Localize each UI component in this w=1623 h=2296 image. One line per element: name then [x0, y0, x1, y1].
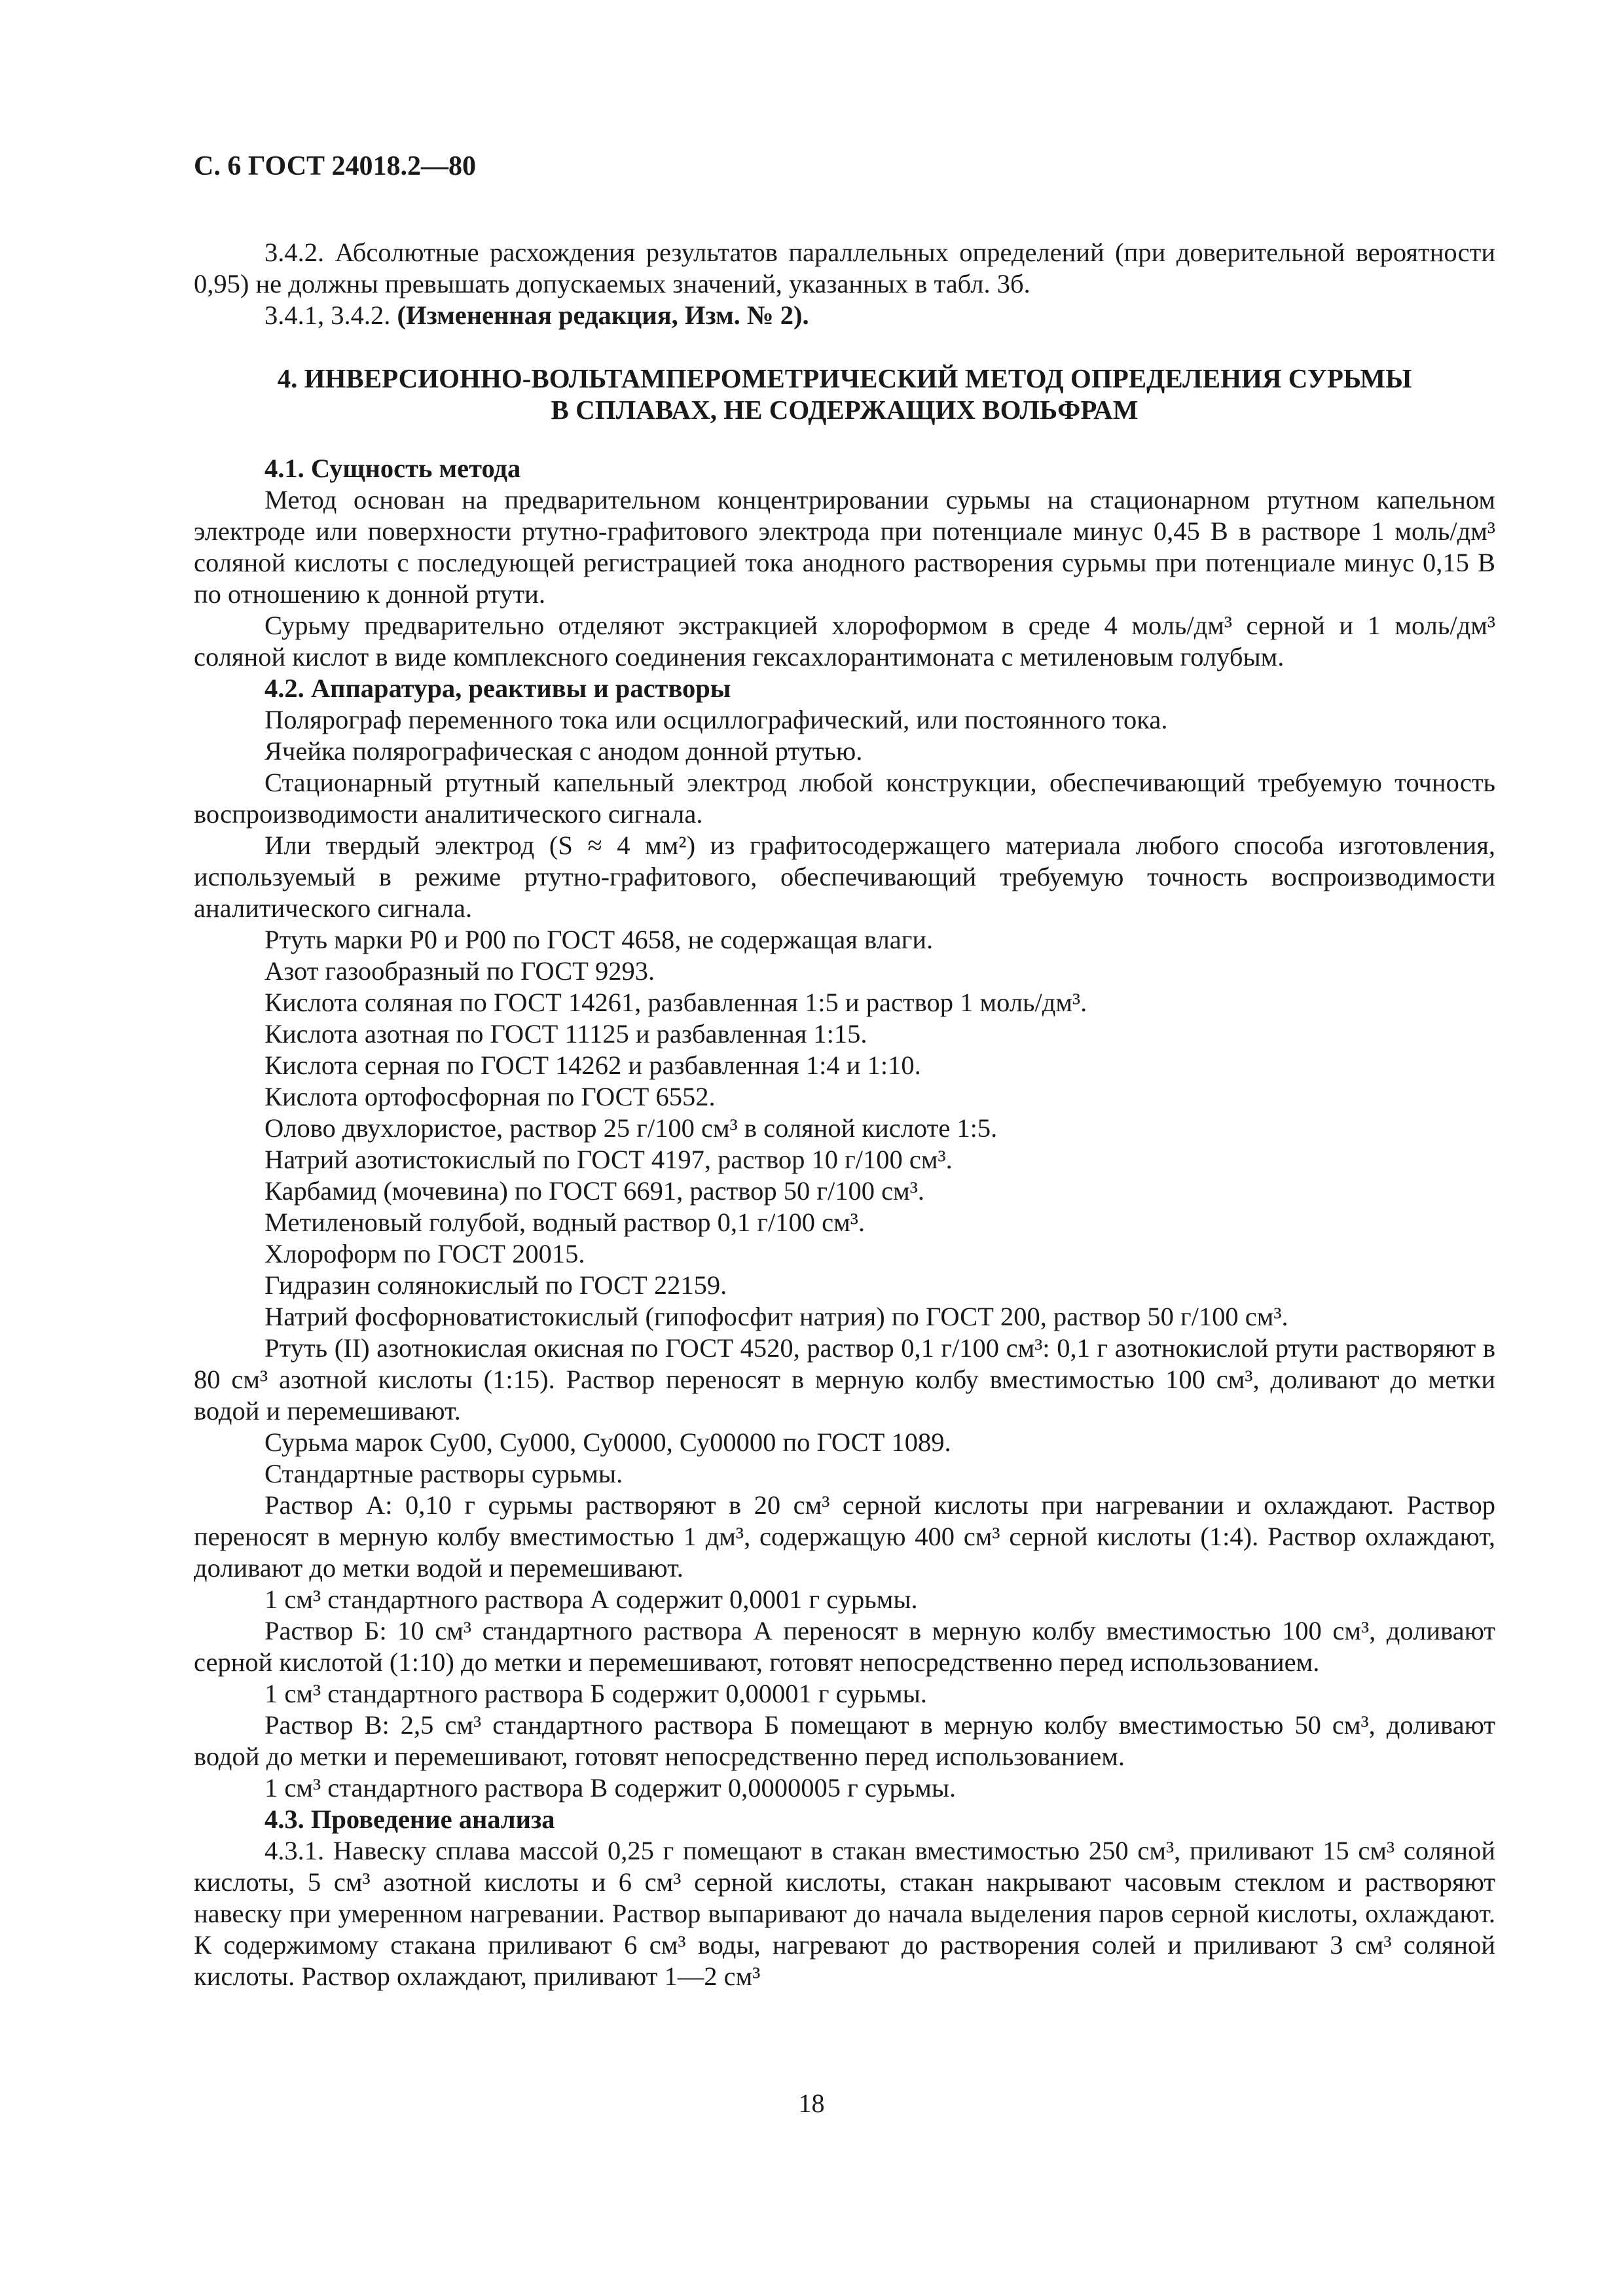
list-item: Ртуть марки Р0 и Р00 по ГОСТ 4658, не содержащая влаги. [264, 925, 934, 954]
list-item: 1 см³ стандартного раствора В содержит 0,0000005 г сурьмы. [264, 1773, 957, 1803]
list-item: 1 см³ стандартного раствора Б содержит 0,00001 г сурьмы. [264, 1679, 927, 1708]
list-item: Ячейка полярографическая с анодом донной ртутью. [264, 736, 863, 766]
section-4-title-line-2: В СПЛАВАХ, НЕ СОДЕРЖАЩИХ ВОЛЬФРАМ [551, 395, 1139, 425]
list-item: Кислота ортофосфорная по ГОСТ 6552. [264, 1082, 716, 1111]
list-item: 1 см³ стандартного раствора А содержит 0,0001 г сурьмы. [264, 1585, 918, 1614]
list-item: Ртуть (II) азотнокислая окисная по ГОСТ 4520, раствор 0,1 г/100 см³: 0,1 г азотнокислой ртути растворяют в 80 см³ азотной кислоты (1:15). Раствор переносят в мерную колбу вместимостью 100 см³, доливают до метки водой и перемешивают. [194, 1333, 1495, 1426]
list-item: Раствор А: 0,10 г сурьмы растворяют в 20 см³ серной кислоты при нагревании и охлаждают. Раствор переносят в мерную колбу вместимостью 1 дм³, содержащую 400 см³ серной кислоты (1:4). Раствор охлаждают, доливают до метки водой и перемешивают. [194, 1490, 1495, 1583]
list-item: Кислота серная по ГОСТ 14262 и разбавленная 1:4 и 1:10. [264, 1050, 921, 1080]
section-4-title-line-1: 4. ИНВЕРСИОННО-ВОЛЬТАМПЕРОМЕТРИЧЕСКИЙ МЕТОД ОПРЕДЕЛЕНИЯ СУРЬМЫ [277, 363, 1412, 393]
list-item: Стационарный ртутный капельный электрод любой конструкции, обеспечивающий требуемую точность воспроизводимости аналитического сигнала. [194, 768, 1495, 829]
reagents-list [194, 704, 1495, 1804]
list-item: Полярограф переменного тока или осциллографический, или постоянного тока. [264, 705, 1168, 734]
list-item: Хлороформ по ГОСТ 20015. [264, 1239, 585, 1268]
revision-label: (Измененная редакция, Изм. № 2). [397, 300, 809, 330]
list-item: Кислота азотная по ГОСТ 11125 и разбавленная 1:15. [264, 1019, 867, 1049]
list-item: Карбамид (мочевина) по ГОСТ 6691, раствор 50 г/100 см³. [264, 1176, 924, 1206]
page-number: 18 [798, 2089, 825, 2118]
list-item: Натрий азотистокислый по ГОСТ 4197, раствор 10 г/100 см³. [264, 1145, 953, 1174]
list-item: Кислота соляная по ГОСТ 14261, разбавленная 1:5 и раствор 1 моль/дм³. [264, 988, 1087, 1017]
list-item: Метиленовый голубой, водный раствор 0,1 г/100 см³. [264, 1208, 866, 1237]
list-item: Или твердый электрод (S ≈ 4 мм²) из графитосодержащего материала любого способа изготовления, используемый в режиме ртутно-графитового, обеспечивающий требуемую точность воспроизводимости аналитического сигнала. [194, 831, 1495, 923]
page-header: С. 6 ГОСТ 24018.2—80 [194, 151, 477, 181]
revision-clauses: 3.4.1, 3.4.2. [264, 300, 397, 330]
list-item: Стандартные растворы сурьмы. [264, 1459, 623, 1488]
paragraph-4-3-1: 4.3.1. Навеску сплава массой 0,25 г помещают в стакан вместимостью 250 см³, приливают 15 см³ соляной кислоты, 5 см³ азотной кислоты и 6 см³ серной кислоты, стакан накрывают часовым стеклом и растворяют навеску при умеренном нагревании. Раствор выпаривают до начала выделения паров серной кислоты, охлаждают. К содержимому стакана приливают 6 см³ воды, нагревают до растворения солей и приливают 3 см³ соляной кислоты. Раствор охлаждают, приливают 1—2 см³ [194, 1836, 1495, 1991]
list-item: Натрий фосфорноватистокислый (гипофосфит натрия) по ГОСТ 200, раствор 50 г/100 см³. [264, 1302, 1288, 1331]
list-item: Раствор В: 2,5 см³ стандартного раствора Б помещают в мерную колбу вместимостью 50 см³, доливают водой до метки и перемешивают, готовят непосредственно перед использованием. [194, 1710, 1495, 1771]
list-item: Сурьма марок Су00, Су000, Су0000, Су00000 по ГОСТ 1089. [264, 1427, 951, 1457]
subsection-4-2-title: 4.2. Аппаратура, реактивы и растворы [264, 673, 731, 703]
list-item: Азот газообразный по ГОСТ 9293. [264, 956, 655, 986]
subsection-4-1-title: 4.1. Сущность метода [264, 454, 521, 483]
list-item: Раствор Б: 10 см³ стандартного раствора А переносят в мерную колбу вместимостью 100 см³, доливают серной кислотой (1:10) до метки и перемешивают, готовят непосредственно перед использованием. [194, 1616, 1495, 1677]
paragraph-4-1-2: Сурьму предварительно отделяют экстракцией хлороформом в среде 4 моль/дм³ серной и 1 моль/дм³ соляной кислот в виде комплексного соединения гексахлорантимоната с метиленовым голубым. [194, 611, 1495, 672]
paragraph-3-4-2: 3.4.2. Абсолютные расхождения результатов параллельных определений (при доверительной вероятности 0,95) не должны превышать допускаемых значений, указанных в табл. 3б. [194, 238, 1495, 298]
paragraph-revision-note [194, 300, 1495, 331]
document-page [194, 151, 1495, 1992]
paragraph-4-1-1: Метод основан на предварительном концентрировании сурьмы на стационарном ртутном капельном электроде или поверхности ртутно-графитового электрода при потенциале минус 0,45 В в растворе 1 моль/дм³ соляной кислоты с последующей регистрацией тока анодного растворения сурьмы при потенциале минус 0,15 В по отношению к донной ртути. [194, 485, 1495, 609]
list-item: Гидразин солянокислый по ГОСТ 22159. [264, 1270, 727, 1300]
section-4-title [213, 363, 1476, 425]
list-item: Олово двухлористое, раствор 25 г/100 см³ в соляной кислоте 1:5. [264, 1113, 998, 1143]
subsection-4-3-title: 4.3. Проведение анализа [264, 1804, 555, 1834]
